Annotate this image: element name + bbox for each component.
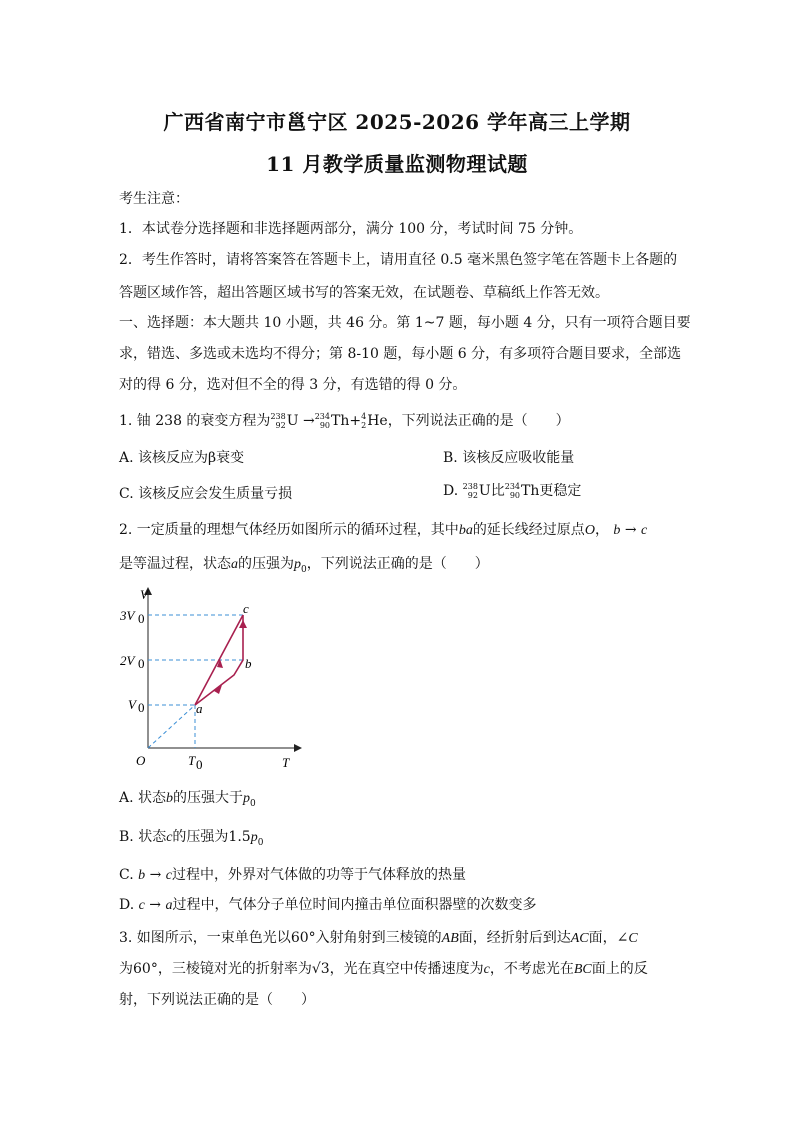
section-1c: 对的得 6 分，选对但不全的得 3 分，有选错的得 0 分。 [119, 377, 467, 393]
q1-stem: 1. 铀 238 的衰变方程为238 92U →234 90Th+4 2He，下列说法正确的是（ ） [119, 412, 570, 430]
q1-option-d: D. 238 92U比234 90Th更稳定 [443, 482, 582, 500]
q2-option-d: D. c → a过程中，气体分子单位时间内撞击单位面积器壁的次数变多 [119, 897, 537, 913]
q3-line-2: 为60°，三棱镜对光的折射率为√3，光在真空中传播速度为c，不考虑光在BC面上的反 [119, 961, 648, 977]
q2-stem-line-1: 2. 一定质量的理想气体经历如图所示的循环过程，其中ba的延长线经过原点O， b → c [119, 522, 648, 538]
title-line-1: 广西省南宁市邕宁区 2025-2026 学年高三上学期 [163, 110, 631, 134]
t-axis-label: T [282, 755, 290, 770]
q1-option-c: C. 该核反应会发生质量亏损 [119, 486, 293, 502]
q2-option-b: B. 状态c的压强为$1.5p_0$ [119, 829, 264, 848]
origin-label: O [136, 753, 146, 768]
point-a-label: a [196, 701, 203, 716]
t-axis-arrow-icon [294, 744, 302, 752]
tick-3v0: 3V [120, 608, 135, 623]
q2-option-a: A. 状态b的压强大于$p_0$ [119, 790, 256, 809]
notice-2b: 答题区域作答，超出答题区域书写的答案无效，在试题卷、草稿纸上作答无效。 [119, 285, 609, 301]
tick-2v0: 2V [120, 653, 135, 668]
notice-1: 1．本试卷分选择题和非选择题两部分，满分 100 分，考试时间 75 分钟。 [119, 221, 583, 237]
section-1a: 一、选择题：本大题共 10 小题，共 46 分。第 1~7 题，每小题 4 分，只有一项符合题目要 [119, 315, 691, 331]
tick-t0: T [188, 753, 196, 768]
q1-option-a: A. 该核反应为β衰变 [119, 450, 245, 466]
q3-line-3: 射，下列说法正确的是（ ） [119, 992, 315, 1008]
notice-heading: 考生注意： [119, 191, 189, 207]
vt-graph [112, 583, 302, 773]
q1-option-b: B. 该核反应吸收能量 [443, 450, 575, 466]
tick-3v0-sub: 0 [138, 611, 145, 626]
v-axis-label: V [140, 587, 148, 602]
tick-v0-sub: 0 [138, 700, 145, 715]
tick-v0: V [128, 697, 136, 712]
q3-line-1: 3. 如图所示，一束单色光以60°入射角射到三棱镜的AB面，经折射后到达AC面，∠C [119, 930, 638, 946]
tick-t0-sub: 0 [196, 757, 203, 772]
title-line-2: 11 月教学质量监测物理试题 [266, 152, 528, 176]
point-b-label: b [245, 656, 252, 671]
point-c-label: c [243, 601, 249, 616]
notice-2a: 2．考生作答时，请将答案答在答题卡上，请用直径 0.5 毫米黑色签字笔在答题卡上各题的 [119, 252, 678, 268]
dashed-guides [148, 615, 243, 748]
section-1b: 求，错选、多选或未选均不得分；第 8-10 题，每小题 6 分，有多项符合题目要求，全部选 [119, 346, 682, 362]
q2-stem-line-2: 是等温过程，状态a的压强为$p_0$，下列说法正确的是（ ） [119, 556, 489, 575]
tick-2v0-sub: 0 [138, 656, 145, 671]
q2-option-c: C. b → c过程中，外界对气体做的功等于气体释放的热量 [119, 867, 466, 883]
